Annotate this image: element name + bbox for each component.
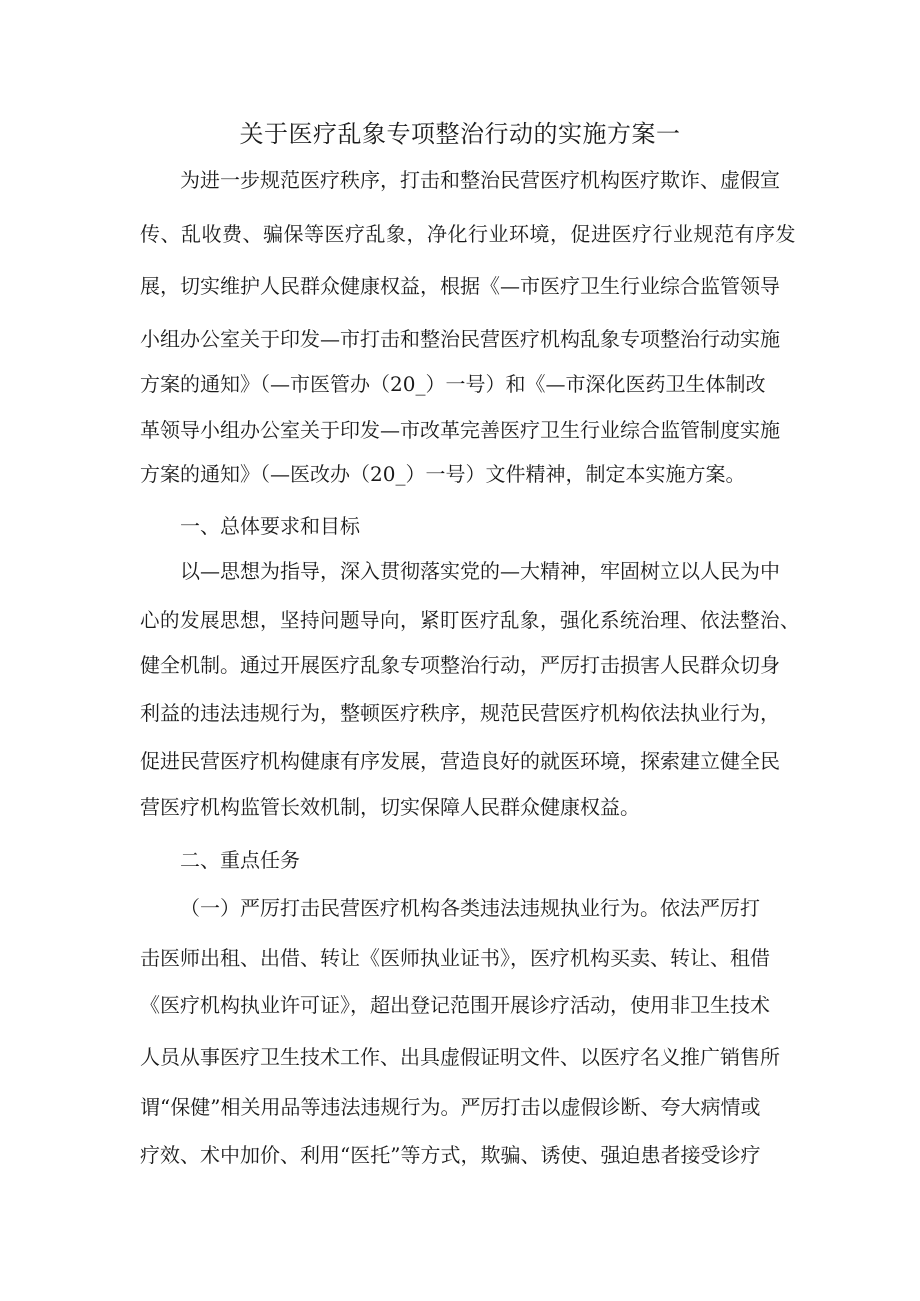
- paragraph-line: 展，切实维护人民群众健康权益，根据《—市医疗卫生行业综合监管领导: [140, 274, 780, 298]
- paragraph-line: 营医疗机构监管长效机制，切实保障人民群众健康权益。: [140, 795, 640, 819]
- paragraph-line: 小组办公室关于印发—市打击和整治民营医疗机构乱象专项整治行动实施: [140, 327, 780, 351]
- paragraph-line: 方案的通知》（—医改办（20_）一号）文件精神，制定本实施方案。: [140, 462, 746, 486]
- paragraph-line: （一）严厉打击民营医疗机构各类违法违规执业行为。依法严厉打: [180, 896, 760, 920]
- paragraph-line: 健全机制。通过开展医疗乱象专项整治行动，严厉打击损害人民群众切身: [140, 653, 780, 677]
- paragraph-line: 方案的通知》（—市医管办（20_）一号）和《—市深化医药卫生体制改: [140, 372, 766, 396]
- document-title: 关于医疗乱象专项整治行动的实施方案一: [239, 120, 681, 148]
- paragraph-line: 传、乱收费、骗保等医疗乱象，净化行业环境，促进医疗行业规范有序发: [140, 222, 796, 246]
- paragraph-line: 促进民营医疗机构健康有序发展，营造良好的就医环境，探索建立健全民: [140, 749, 780, 773]
- paragraph-line: 疗效、术中加价、利用“医托”等方式，欺骗、诱使、强迫患者接受诊疗: [140, 1143, 761, 1167]
- paragraph-line: 以—思想为指导，深入贯彻落实党的—大精神，牢固树立以人民为中: [180, 559, 780, 583]
- paragraph-line: 革领导小组办公室关于印发—市改革完善医疗卫生行业综合监管制度实施: [140, 418, 780, 442]
- paragraph-line: 击医师出租、出借、转让《医师执业证书》，医疗机构买卖、转让、租借: [140, 946, 770, 970]
- section-heading: 一、总体要求和目标: [180, 514, 360, 538]
- paragraph-line: 利益的违法违规行为，整顿医疗秩序，规范民营医疗机构依法执业行为，: [140, 701, 780, 725]
- paragraph-line: 为进一步规范医疗秩序，打击和整治民营医疗机构医疗欺诈、虚假宣: [180, 168, 780, 192]
- paragraph-line: 《医疗机构执业许可证》，超出登记范围开展诊疗活动，使用非卫生技术: [140, 993, 770, 1017]
- paragraph-line: 心的发展思想，坚持问题导向，紧盯医疗乱象，强化系统治理、依法整治、: [140, 608, 800, 632]
- paragraph-line: 人员从事医疗卫生技术工作、出具虚假证明文件、以医疗名义推广销售所: [140, 1045, 780, 1069]
- paragraph-line: 谓“保健”相关用品等违法违规行为。严厉打击以虚假诊断、夸大病情或: [140, 1095, 761, 1119]
- section-heading: 二、重点任务: [180, 848, 300, 872]
